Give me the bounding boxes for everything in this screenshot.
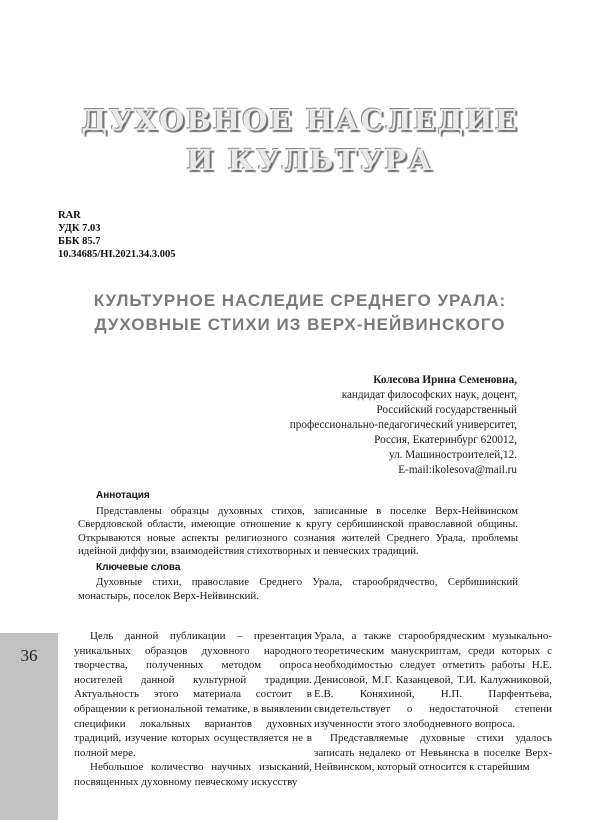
article-title-line-2: ДУХОВНЫЕ СТИХИ ИЗ ВЕРХ-НЕЙВИНСКОГО [94, 315, 506, 334]
author-affiliation-1: Российский государственный [376, 404, 517, 416]
rar-code: RAR [58, 210, 81, 221]
keywords-text: Духовные стихи, православие Среднего Урала, старообрядчество, Сербишинский монастырь, поселок Верх-Нейвинский. [78, 576, 518, 602]
section-title-line-2: И КУЛЬТУРА [186, 143, 434, 177]
bbk-code: ББК 85.7 [58, 236, 101, 247]
body-paragraph: Небольшое количество научных изысканий, посвященных духовному певческому искусству [74, 761, 312, 788]
body-column-right [314, 629, 552, 775]
body-paragraph: Урала, а также старообрядческим музыкально-теоретическим манускриптам, среди которых с необходимостью следует отметить работы Н.Е. Денисовой, М.Г. Казанцевой, Т.И. Калужниковой, Е.В. Коняхиной, Н.П. Парфентьева, свидетельствует о недостаточной степени изученности этого злободневного вопроса. [314, 630, 552, 730]
page-number: 36 [20, 646, 38, 665]
author-degree: кандидат философских наук, доцент, [341, 389, 517, 401]
author-city: Россия, Екатеринбург 620012, [374, 434, 517, 446]
abstract-heading: Аннотация [96, 490, 150, 501]
udk-code: УДК 7.03 [58, 223, 101, 234]
section-title [0, 100, 600, 180]
classification-block [58, 209, 176, 261]
abstract-text: Представлены образцы духовных стихов, записанные в поселке Верх-Нейвинском Свердловской области, имеющие отношение к кругу сербишинской православной общины. Открываются новые аспекты религиозного сознания жителей Среднего Урала, проблемы идейной диффузии, взаимодействия стихотворных и певческих традиций. [78, 504, 518, 557]
abstract-block [78, 489, 518, 605]
doi-code: 10.34685/HI.2021.34.3.005 [58, 249, 176, 260]
author-street: ул. Машиностроителей,12. [389, 449, 517, 461]
author-email: E-mail:ikolesova@mail.ru [398, 464, 517, 476]
author-name: Колесова Ирина Семеновна, [373, 374, 517, 386]
article-title-line-1: КУЛЬТУРНОЕ НАСЛЕДИЕ СРЕДНЕГО УРАЛА: [93, 291, 507, 310]
author-block [197, 373, 517, 478]
body-column-left [74, 629, 312, 790]
body-paragraph: Цель данной публикации – презентация уникальных образцов духовного народного творчества, полученных методом опроса носителей данной культурной традиции. Актуальность этого материала состоит в обращении к региональной тематике, в выявлении специфики локальных вариантов духовных традиций, изучение которых осуществляется не в полной мере. [74, 630, 312, 759]
body-paragraph: Представляемые духовные стихи удалось записать недалеко от Невьянска в поселке Верх-Нейвинском, который относится к старейшим [314, 732, 552, 774]
section-title-line-1: ДУХОВНОЕ НАСЛЕДИЕ [81, 103, 519, 137]
article-title [40, 289, 560, 337]
keywords-heading: Ключевые слова [96, 561, 181, 573]
author-affiliation-2: профессионально-педагогический университет, [289, 419, 517, 431]
